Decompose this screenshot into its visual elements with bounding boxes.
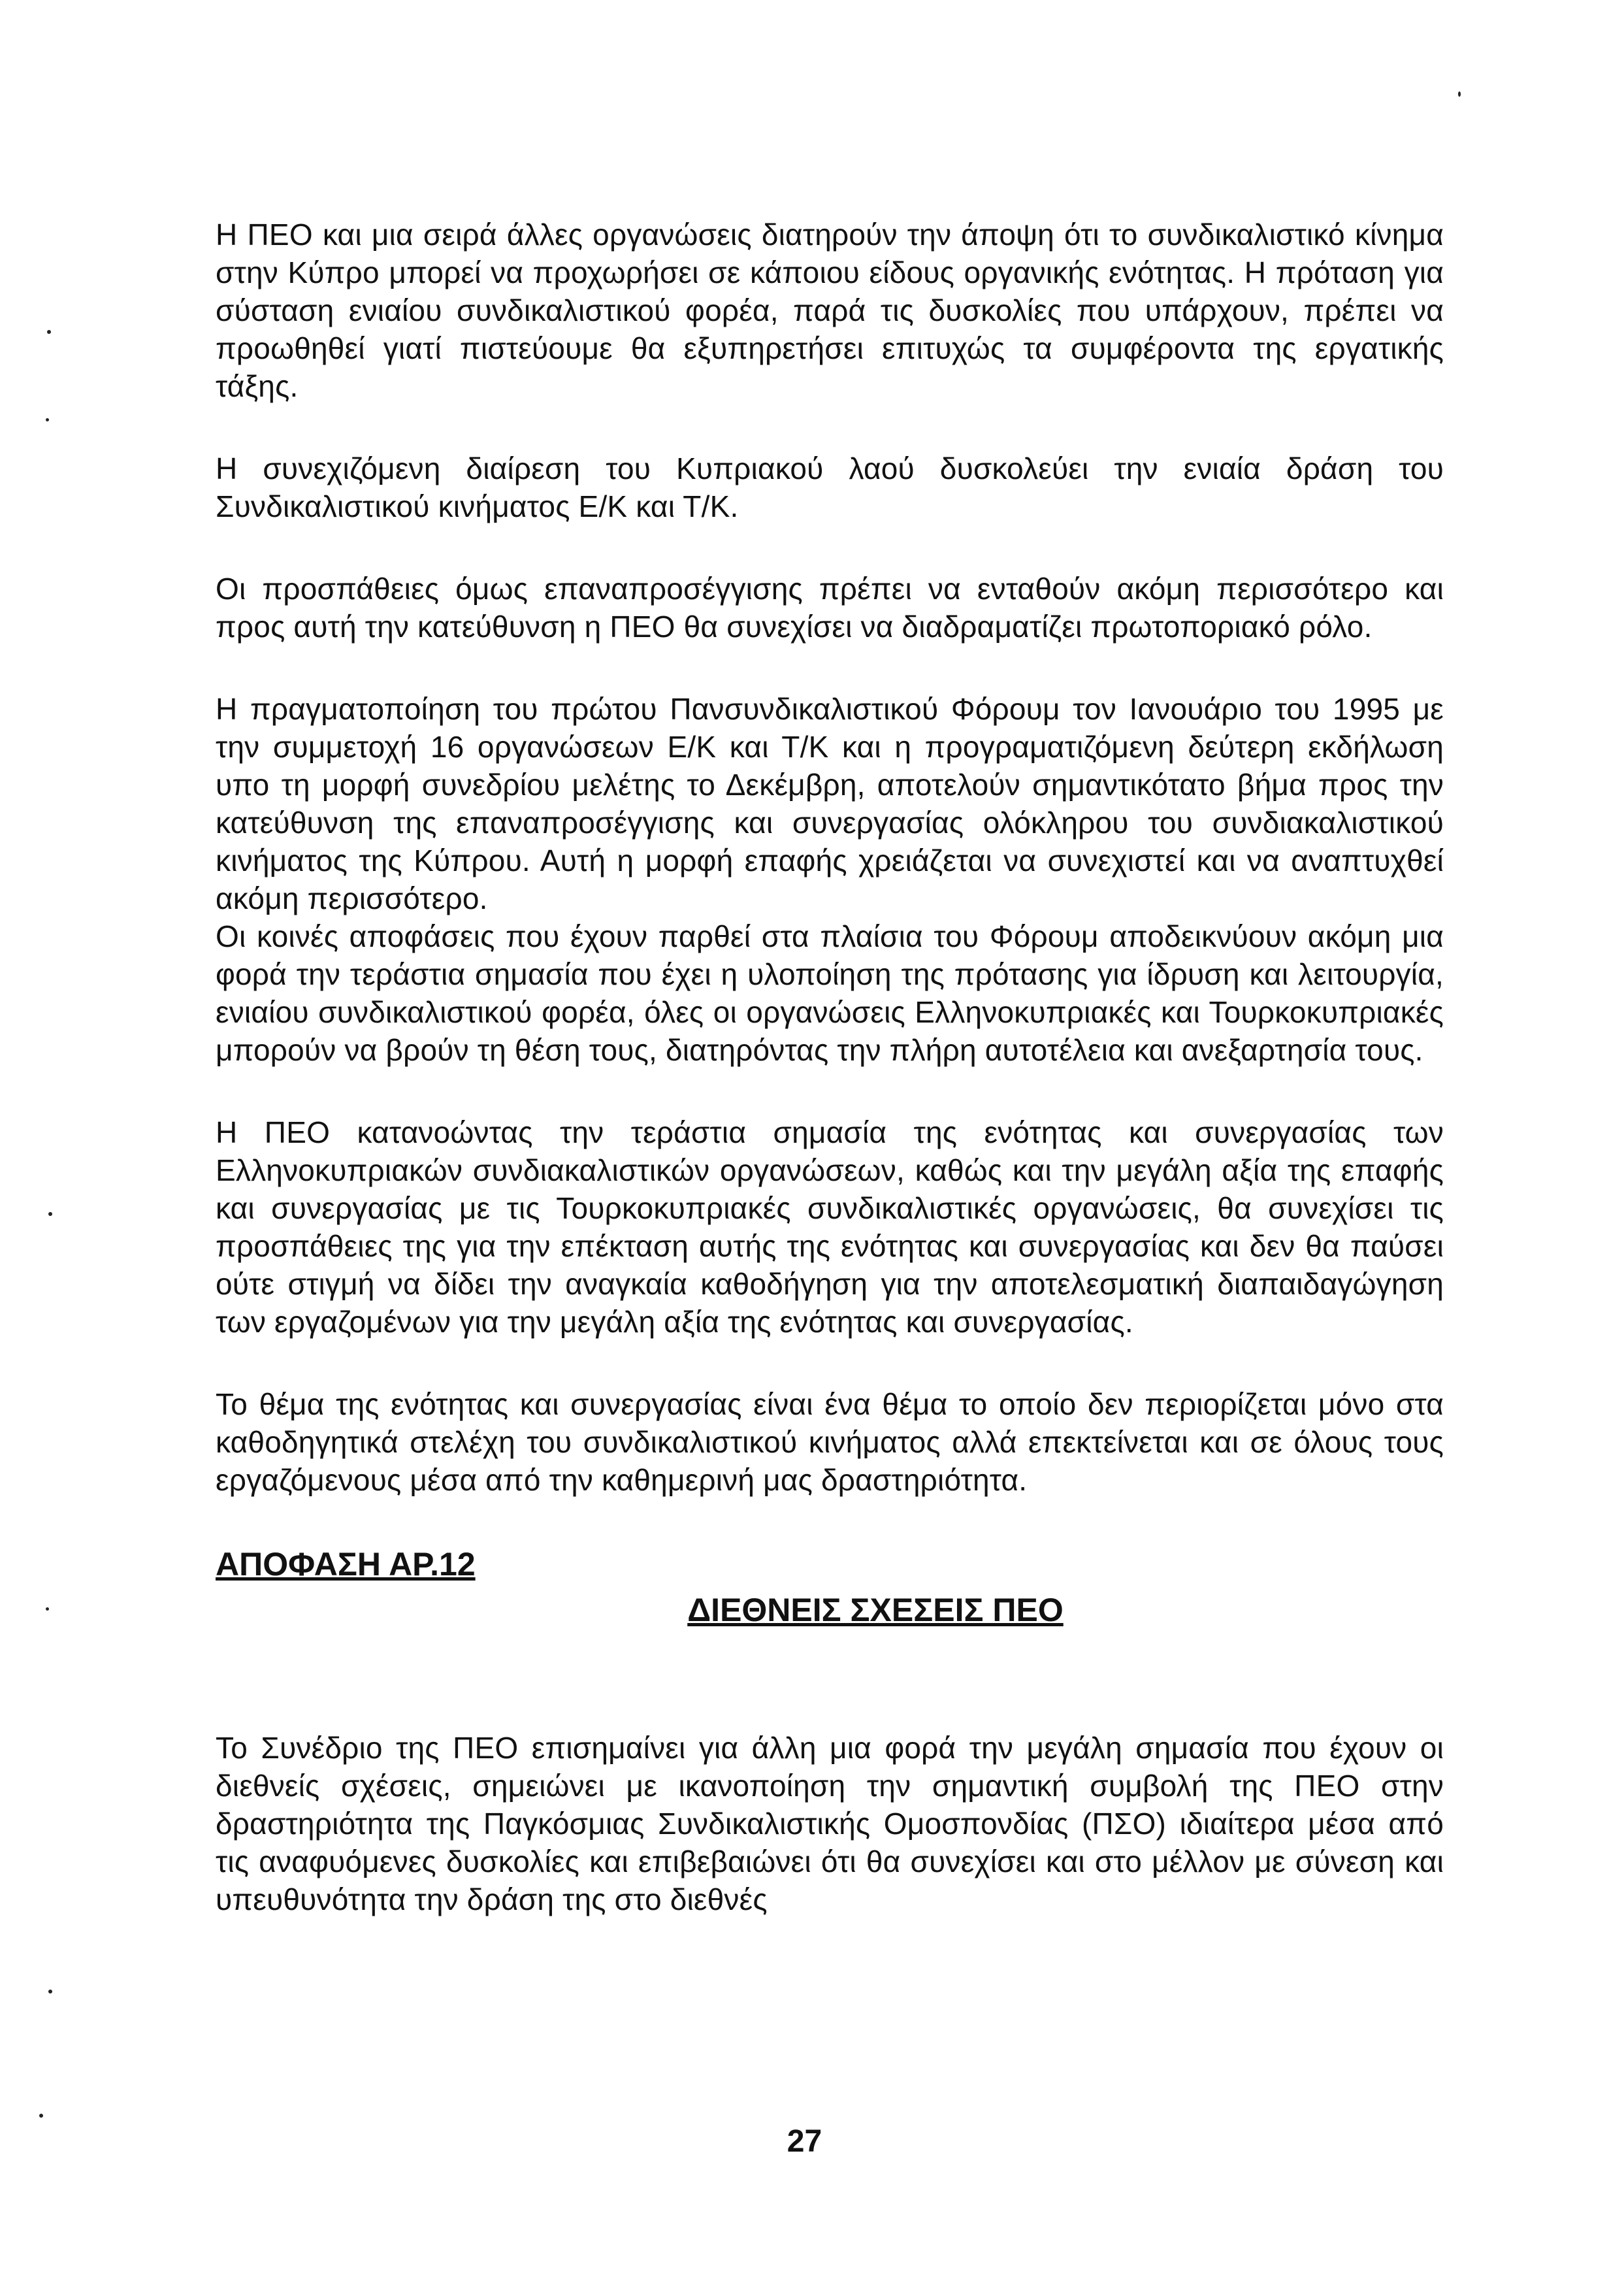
decision-heading: ΑΠΟΦΑΣΗ ΑΡ.12 [216, 1546, 476, 1583]
scan-speck [39, 2114, 43, 2118]
paragraph-division: Η συνεχιζόμενη διαίρεση του Κυπριακού λαού δυσκολεύει την ενιαία δράση του Συνδικαλιστικού κινήματος Ε/Κ και Τ/Κ. [216, 451, 1444, 523]
scan-speck [48, 1990, 52, 1993]
section-title: ΔΙΕΘΝΕΙΣ ΣΧΕΣΕΙΣ ΠΕΟ [687, 1592, 1064, 1628]
paragraph-peo-understanding: Η ΠΕΟ κατανοώντας την τεράστια σημασία της ενότητας και συνεργασίας των Ελληνοκυπριακών συνδιακαλιστικών οργανώσεων, καθώς και την μεγάλη αξία της επαφής και συνεργασίας με τις Τουρκοκυπριακές συνδικαλιστικές οργανώσεις, θα συνεχίσει τις προσπάθειες της για την επέκταση αυτής της ενότητας και συνεργασίας και δεν θα παύσει ούτε στιγμή να δίδει την αναγκαία καθοδήγηση για την αποτελεσματική διαπαιδαγώγηση των εργαζομένων για την μεγάλη αξία της ενότητας και συνεργασίας. [216, 1115, 1444, 1339]
paragraph-forum: Η πραγματοποίηση του πρώτου Πανσυνδικαλιστικού Φόρουμ τον Ιανουάριο του 1995 με την συμμετοχή 16 οργανώσεων Ε/Κ και Τ/Κ και η προγραματιζόμενη δεύτερη εκδήλωση υπο τη μορφή συνεδρίου μελέτης το Δεκέμβρη, αποτελούν σημαντικότατο βήμα προς την κατεύθυνση της επαναπροσέγγισης και συνεργασίας ολόκληρου του συνδιακαλιστικού κινήματος της Κύπρου. Αυτή η μορφή επαφής χρειάζεται να συνεχιστεί και να αναπτυχθεί ακόμη περισσότερο. [216, 692, 1444, 915]
document-body [216, 216, 1444, 1963]
paragraph-common-decisions: Οι κοινές αποφάσεις που έχουν παρθεί στα πλαίσια του Φόρουμ αποδεικνύουν ακόμη μια φορά την τεράστια σημασία που έχει η υλοποίηση της πρότασης για ίδρυση και λειτουργία, ενιαίου συνδικαλιστικού φορέα, όλες οι οργανώσεις Ελληνοκυπριακές και Τουρκοκυπριακές μπορούν να βρούν τη θέση τους, διατηρόντας την πλήρη αυτοτέλεια και ανεξαρτησία τους. [216, 919, 1444, 1067]
paragraph-international-relations: Το Συνέδριο της ΠΕΟ επισημαίνει για άλλη μια φορά την μεγάλη σημασία που έχουν οι διεθνείς σχέσεις, σημειώνει με ικανοποίηση την σημαντική συμβολή της ΠΕΟ στην δραστηριότητα της Παγκόσμιας Συνδικαλιστικής Ομοσπονδίας (ΠΣΟ) ιδιαίτερα μέσα από τις αναφυόμενες δυσκολίες και επιβεβαιώνει ότι θα συνεχίσει και στο μέλλον με σύνεση και υπευθυνότητα την δράση της στο διεθνές [216, 1731, 1444, 1916]
paragraph-unified-movement: Η ΠΕΟ και μια σειρά άλλες οργανώσεις διατηρούν την άποψη ότι το συνδικαλιστικό κίνημα στην Κύπρο μπορεί να προχωρήσει σε κάποιου είδους οργανικής ενότητας. Η πρόταση για σύσταση ενιαίου συνδικαλιστικού φορέα, παρά τις δυσκολίες που υπάρχουν, πρέπει να προωθηθεί γιατί πιστεύουμε θα εξυπηρετήσει επιτυχώς τα συμφέροντα της εργατικής τάξης. [216, 218, 1444, 403]
paragraph-rapprochement: Οι προσπάθειες όμως επαναπροσέγγισης πρέπει να ενταθούν ακόμη περισσότερο και προς αυτή την κατεύθυνση η ΠΕΟ θα συνεχίσει να διαδραματίζει πρωτοποριακό ρόλο. [216, 572, 1444, 644]
page-number: 27 [787, 2124, 822, 2159]
scan-speck [48, 1212, 52, 1216]
paragraph-unity-topic: Το θέμα της ενότητας και συνεργασίας είναι ένα θέμα το οποίο δεν περιορίζεται μόνο στα καθοδηγητικά στελέχη του συνδικαλιστικού κινήματος αλλά επεκτείνεται και σε όλους τους εργαζόμενους μέσα από την καθημερινή μας δραστηριότητα. [216, 1387, 1444, 1497]
scan-speck [46, 418, 49, 421]
scan-speck [1458, 91, 1461, 97]
scan-speck [46, 1607, 49, 1611]
scan-speck [47, 330, 51, 334]
